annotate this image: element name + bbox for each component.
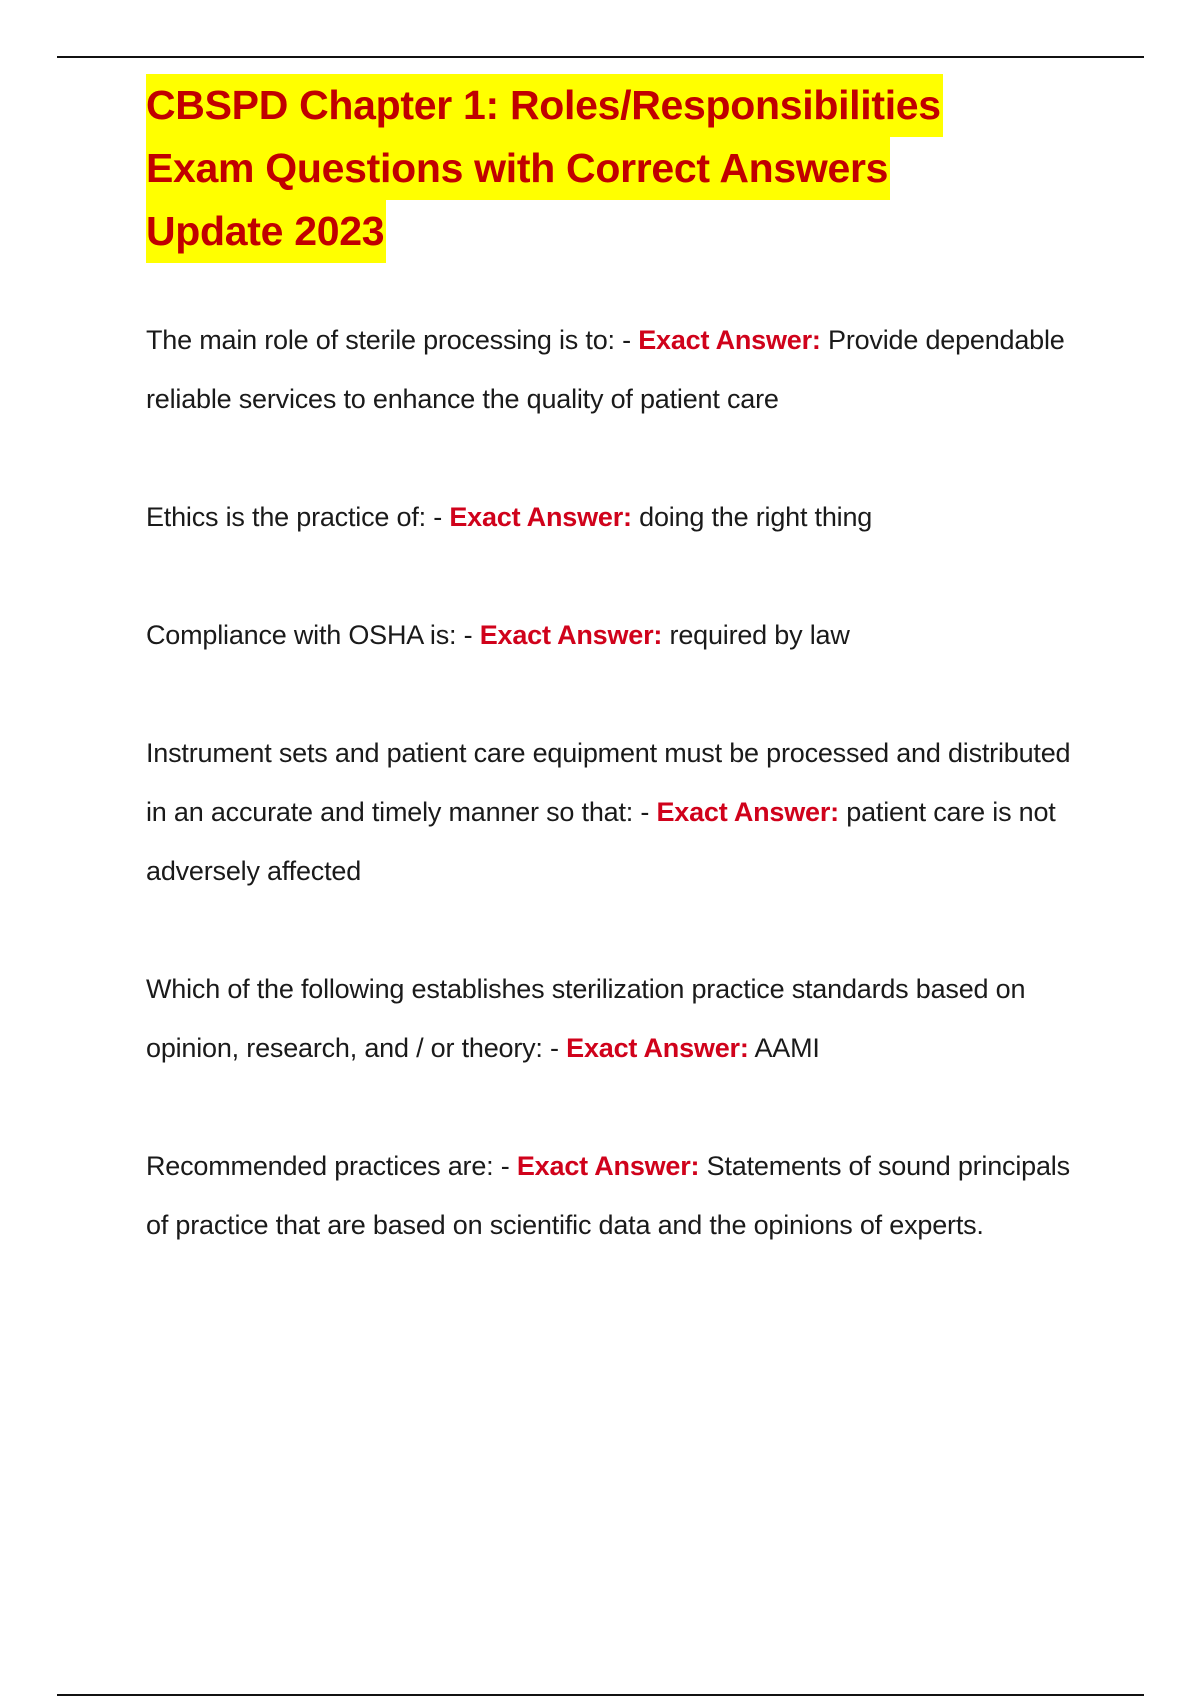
separator: - — [425, 502, 450, 532]
qa-item — [146, 488, 1096, 547]
qa-item — [146, 724, 1096, 901]
title-line: CBSPD Chapter 1: Roles/Responsibilities — [146, 74, 943, 137]
separator: - — [614, 325, 639, 355]
answer-text: Provide dependable reliable services to enhance the quality of patient care — [146, 325, 1065, 414]
answer-label: Exact Answer: — [479, 620, 663, 650]
answer-text: Statements of sound principals of practice that are based on scientific data and the opinions of experts. — [146, 1151, 1070, 1240]
qa-item — [146, 1137, 1096, 1255]
qa-item — [146, 606, 1096, 665]
separator: - — [456, 620, 480, 650]
question-text: The main role of sterile processing is to: — [146, 325, 615, 355]
question-text: Instrument sets and patient care equipment must be processed and distributed in an accurate and timely manner so that: — [146, 738, 1071, 827]
question-text: Which of the following establishes sterilization practice standards based on opinion, research, and / or theory: — [146, 974, 1026, 1063]
answer-text: doing the right thing — [639, 502, 873, 532]
answer-text: patient care is not adversely affected — [146, 797, 1056, 886]
qa-list — [146, 311, 1096, 1255]
answer-label: Exact Answer: — [656, 797, 839, 827]
qa-item — [146, 311, 1096, 429]
qa-item — [146, 960, 1096, 1078]
question-text: Compliance with OSHA is: — [146, 620, 457, 650]
separator: - — [633, 797, 657, 827]
answer-label: Exact Answer: — [566, 1033, 749, 1063]
separator: - — [542, 1033, 567, 1063]
separator: - — [493, 1151, 517, 1181]
answer-label: Exact Answer: — [516, 1151, 700, 1181]
answer-label: Exact Answer: — [638, 325, 821, 355]
question-text: Recommended practices are: — [146, 1151, 494, 1181]
top-rule — [57, 56, 1144, 58]
title-line: Update 2023 — [146, 200, 386, 263]
document-title — [146, 74, 1096, 263]
title-line: Exam Questions with Correct Answers — [146, 137, 890, 200]
answer-label: Exact Answer: — [449, 502, 632, 532]
answer-text: AAMI — [754, 1033, 820, 1063]
document-page — [146, 74, 1096, 1314]
answer-text: required by law — [669, 620, 850, 650]
bottom-rule — [57, 1694, 1144, 1696]
question-text: Ethics is the practice of: — [146, 502, 426, 532]
